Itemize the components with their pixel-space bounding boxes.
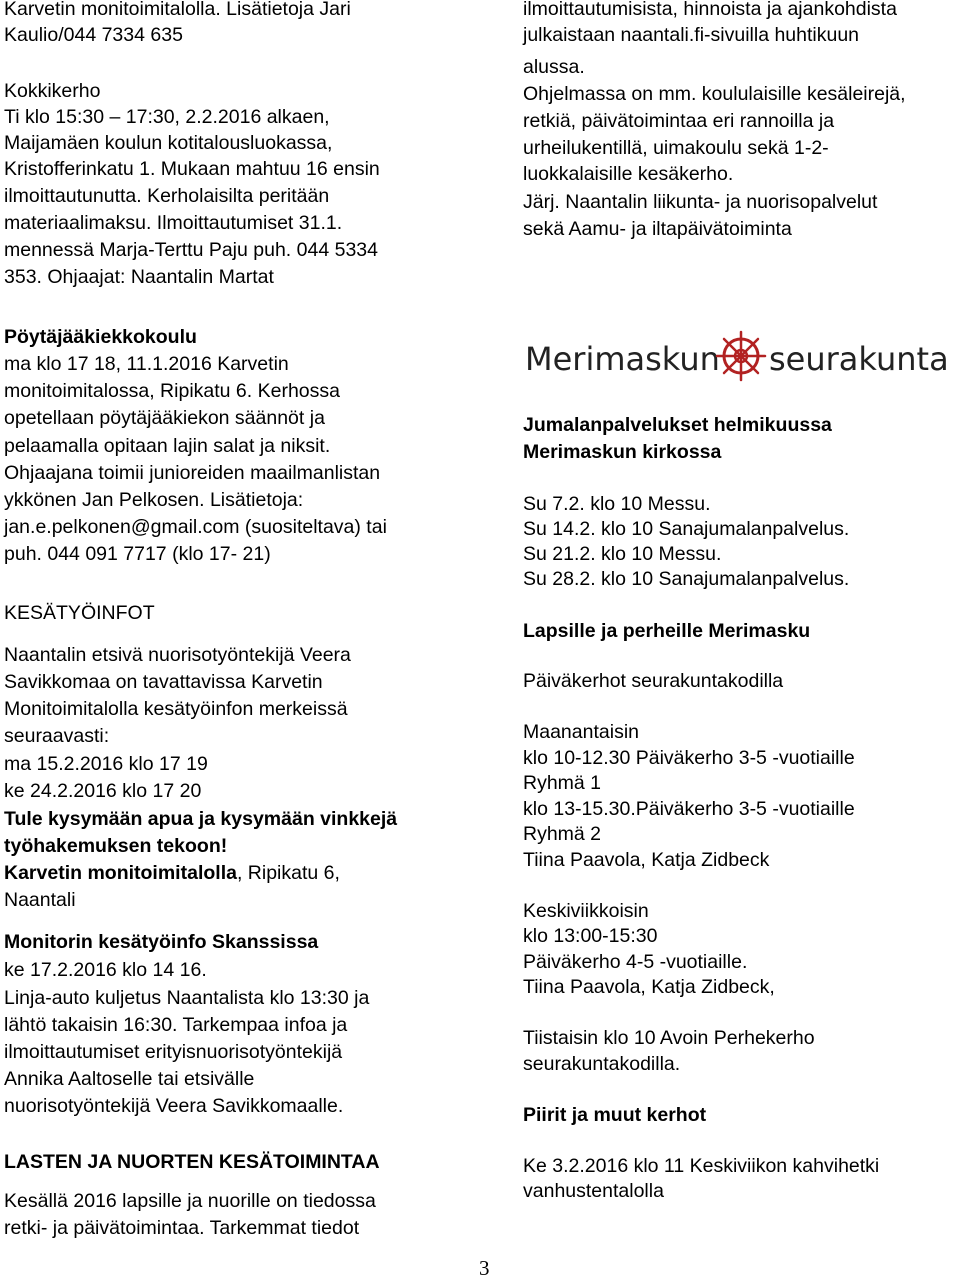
text-line: Maijamäen koulun kotitalousluokassa, — [4, 132, 333, 154]
text-line: retki- ja päivätoimintaa. Tarkemmat tiedot — [4, 1217, 360, 1239]
text-line: seuraavasti: — [4, 725, 110, 747]
text-line: seurakuntakodilla. — [523, 1053, 681, 1075]
text-line: Tiistaisin klo 10 Avoin Perhekerho — [523, 1027, 815, 1049]
logo-right-word: seurakunta — [769, 340, 949, 378]
text-line: klo 13-15.30.Päiväkerho 3-5 -vuotiaille — [523, 798, 855, 820]
text-line: Ti klo 15:30 – 17:30, 2.2.2016 alkaen, — [4, 106, 330, 128]
text-line: Kristofferinkatu 1. Mukaan mahtuu 16 ensin — [4, 158, 380, 180]
text-line: Kesällä 2016 lapsille ja nuorille on tiedossa — [4, 1190, 376, 1212]
text-line: Järj. Naantalin liikunta- ja nuorisopalvelut — [523, 191, 878, 213]
text-line: Päiväkerho 4-5 -vuotiaille. — [523, 951, 748, 973]
text-line — [4, 860, 340, 886]
bold-text-line: työhakemuksen tekoon! — [4, 835, 228, 857]
text-line: Ohjelmassa on mm. koululaisille kesäleirejä, — [523, 83, 906, 105]
text-line: vanhustentalolla — [523, 1180, 664, 1202]
service-line: Su 28.2. klo 10 Sanajumalanpalvelus. — [523, 568, 850, 590]
text-line: opetellaan pöytäjääkiekon säännöt ja — [4, 407, 325, 429]
section-heading-kesatyoinfot: KESÄTYÖINFOT — [4, 602, 155, 624]
text-line: Naantali — [4, 889, 76, 911]
text-line: ke 24.2.2016 klo 17 20 — [4, 780, 202, 802]
text-line: pelaamalla opitaan lajin salat ja niksit. — [4, 435, 331, 457]
text-line: ma 15.2.2016 klo 17 19 — [4, 753, 208, 775]
ship-wheel-icon — [717, 332, 765, 380]
text-line: ilmoittautunutta. Kerholaisilta peritään — [4, 185, 330, 207]
text-line: Tiina Paavola, Katja Zidbeck, — [523, 976, 775, 998]
text-line: ilmoittautumiset erityisnuorisotyöntekijä — [4, 1041, 343, 1063]
text-line: ma klo 17 18, 11.1.2016 Karvetin — [4, 353, 289, 375]
section-heading-monitori: Monitorin kesätyöinfo Skanssissa — [4, 931, 319, 953]
service-line: Su 21.2. klo 10 Messu. — [523, 543, 722, 565]
text-line: mennessä Marja-Terttu Paju puh. 044 5334 — [4, 239, 378, 261]
text-line: ykkönen Jan Pelkosen. Lisätietoja: — [4, 489, 304, 511]
text-line: retkiä, päivätoimintaa eri rannoilla ja — [523, 110, 835, 132]
bold-text-line: Tule kysymään apua ja kysymään vinkkejä — [4, 808, 398, 830]
text-line: Keskiviikkoisin — [523, 900, 649, 922]
text-line: puh. 044 091 7717 (klo 17- 21) — [4, 543, 271, 565]
section-heading-lapsille-ja-perheille: Lapsille ja perheille Merimasku — [523, 620, 811, 642]
venue-address: , Ripikatu 6, — [236, 862, 340, 884]
text-line: 353. Ohjaajat: Naantalin Martat — [4, 266, 274, 288]
text-line: Linja-auto kuljetus Naantalista klo 13:30 ja — [4, 987, 370, 1009]
text-line: Monitoimitalolla kesätyöinfon merkeissä — [4, 698, 348, 720]
bold-venue-name: Karvetin monitoimitalolla — [4, 862, 237, 884]
text-line: Ryhmä 2 — [523, 823, 602, 845]
text-line: Ohjaajana toimii junioreiden maailmanlistan — [4, 462, 381, 484]
text-line: Kaulio/044 7334 635 — [4, 24, 183, 46]
merimaskun-seurakunta-logo — [523, 330, 959, 388]
text-line: lähtö takaisin 16:30. Tarkempaa infoa ja — [4, 1014, 348, 1036]
section-heading-kokkikerho: Kokkikerho — [4, 80, 101, 102]
section-heading-poytajaakiekkokoulu: Pöytäjääkiekkokoulu — [4, 326, 197, 348]
text-line: ke 17.2.2016 klo 14 16. — [4, 959, 207, 981]
service-line: Su 14.2. klo 10 Sanajumalanpalvelus. — [523, 518, 850, 540]
text-line: alussa. — [523, 56, 585, 78]
section-heading-jumalanpalvelukset: Jumalanpalvelukset helmikuussa — [523, 414, 832, 436]
section-heading-piirit-ja-muut-kerhot: Piirit ja muut kerhot — [523, 1104, 707, 1126]
text-line: Päiväkerhot seurakuntakodilla — [523, 670, 784, 692]
section-heading-merimaskun-kirkossa: Merimaskun kirkossa — [523, 441, 722, 463]
section-heading-lasten-ja-nuorten: LASTEN JA NUORTEN KESÄTOIMINTAA — [4, 1151, 380, 1173]
text-line: Tiina Paavola, Katja Zidbeck — [523, 849, 770, 871]
text-line: ilmoittautumisista, hinnoista ja ajankohdista — [523, 0, 897, 20]
text-line: sekä Aamu- ja iltapäivätoiminta — [523, 218, 792, 240]
text-line: nuorisotyöntekijä Veera Savikkomaalle. — [4, 1095, 344, 1117]
text-line: Maanantaisin — [523, 721, 639, 743]
page-number: 3 — [479, 1256, 490, 1280]
text-line: Ryhmä 1 — [523, 772, 602, 794]
text-line: urheilukentillä, uimakoulu sekä 1-2- — [523, 137, 829, 159]
text-line: materiaalimaksu. Ilmoittautumiset 31.1. — [4, 212, 343, 234]
text-line: julkaistaan naantali.fi-sivuilla huhtikuun — [523, 24, 860, 46]
logo-left-word: Merimaskun — [525, 340, 720, 378]
text-line: klo 10-12.30 Päiväkerho 3-5 -vuotiaille — [523, 747, 855, 769]
service-line: Su 7.2. klo 10 Messu. — [523, 493, 711, 515]
text-line: luokkalaisille kesäkerho. — [523, 163, 734, 185]
text-line: Annika Aaltoselle tai etsivälle — [4, 1068, 255, 1090]
text-line: klo 13:00-15:30 — [523, 925, 658, 947]
text-line: Ke 3.2.2016 klo 11 Keskiviikon kahvihetki — [523, 1155, 880, 1177]
text-line: monitoimitalossa, Ripikatu 6. Kerhossa — [4, 380, 340, 402]
text-line: Savikkomaa on tavattavissa Karvetin — [4, 671, 323, 693]
email-text-line: jan.e.pelkonen@gmail.com (suositeltava) tai — [4, 516, 387, 538]
text-line: Karvetin monitoimitalolla. Lisätietoja Jari — [4, 0, 351, 20]
text-line: Naantalin etsivä nuorisotyöntekijä Veera — [4, 644, 351, 666]
